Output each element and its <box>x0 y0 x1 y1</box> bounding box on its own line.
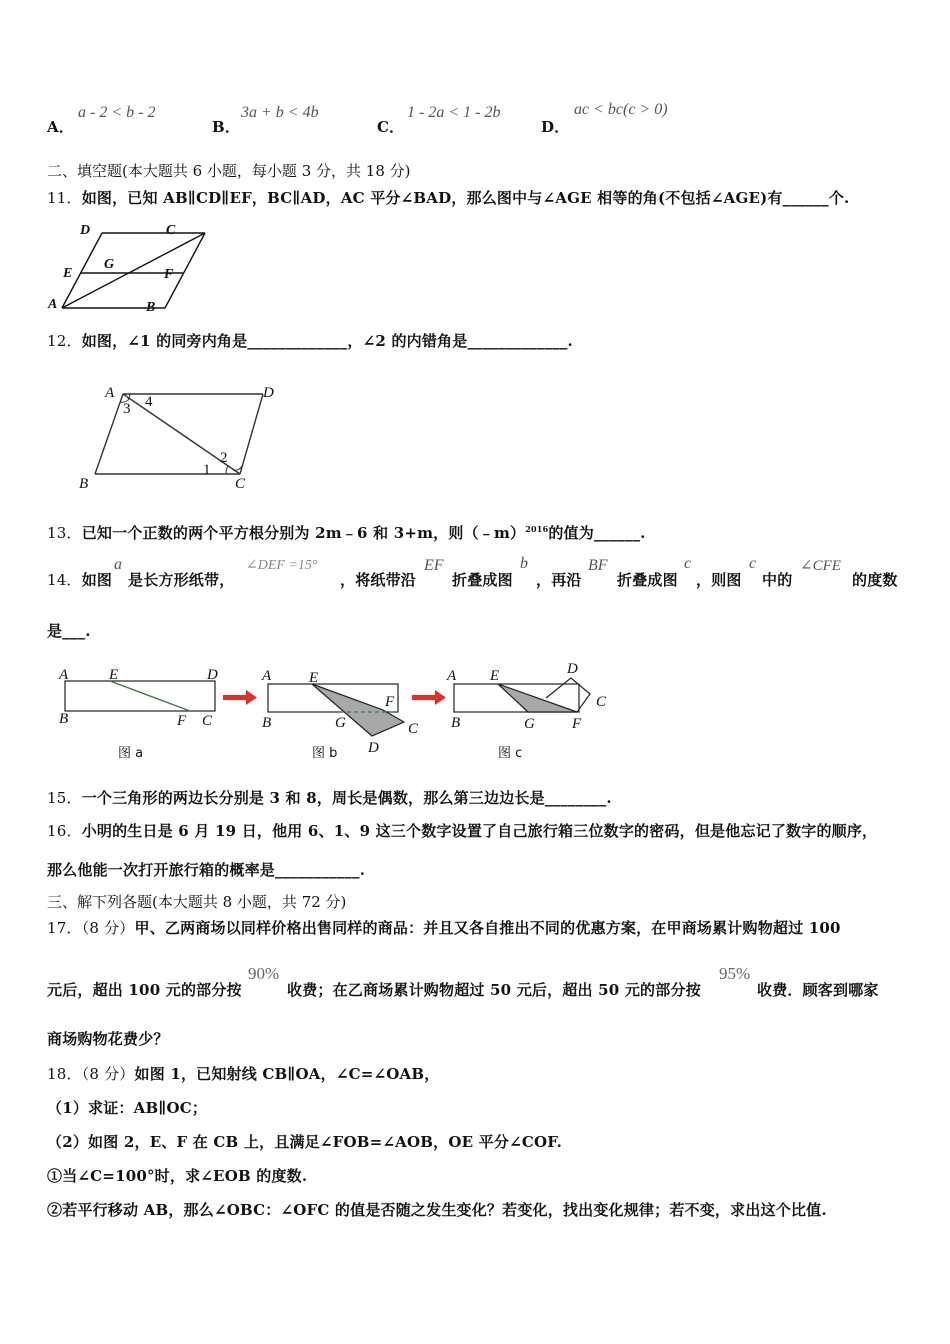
q14a-label-e: E <box>109 667 119 683</box>
q14c-label-d: D <box>567 661 578 677</box>
q18-part-2-1: ①当∠C=100°时，求∠EOB 的度数. <box>47 1167 308 1185</box>
q11-label-f: F <box>164 267 174 282</box>
q12-label-c: C <box>235 476 246 492</box>
q13-text-b: 的值为______. <box>548 524 646 542</box>
q14-number-and-lead <box>47 569 112 590</box>
q14-math-ef: EF <box>424 557 444 574</box>
q14-math-b: b <box>520 555 528 572</box>
q11-label-d: D <box>80 223 91 238</box>
option-d-expr: ac < bc(c > 0) <box>574 101 668 118</box>
q14a-caption: 图 a <box>118 746 144 761</box>
q11-figure <box>40 220 190 315</box>
q14c-label-c: C <box>596 694 607 710</box>
q16-number: 16． <box>47 822 82 840</box>
q13-exponent: 2016 <box>525 524 549 534</box>
q14-figure-c <box>446 661 607 761</box>
q14a-label-f: F <box>177 713 187 729</box>
q16-line-2: 那么他能一次打开旅行箱的概率是___________. <box>47 861 366 879</box>
q14-figure-b <box>261 668 419 761</box>
option-a-expr: a - 2 < b - 2 <box>78 104 156 121</box>
q14-text-3: ，将纸带沿 <box>340 571 417 589</box>
q11-text: 如图，已知 AB∥CD∥EF，BC∥AD，AC 平分∠BAD，那么图中与∠AGE 相等的角(不包括∠AGE)有______个. <box>81 189 850 207</box>
option-c-expr: 1 - 2a < 1 - 2b <box>407 104 501 121</box>
q11-label-c: C <box>166 223 176 238</box>
q17-text-2c: 收费．顾客到哪家 <box>757 981 879 999</box>
q14c-caption: 图 c <box>498 746 523 761</box>
q12-label-b: B <box>79 476 89 492</box>
section-2-title: 二、填空题(本大题共 6 小题，每小题 3 分，共 18 分) <box>47 162 411 180</box>
q17-text-2a: 元后，超出 100 元的部分按 <box>47 981 242 999</box>
q11-label-g: G <box>104 257 115 272</box>
q18-text-1: 如图 1，已知射线 CB∥OA，∠C=∠OAB， <box>134 1065 440 1083</box>
q14b-label-d: D <box>368 740 379 756</box>
q12-angle-4: 4 <box>145 394 153 410</box>
q15 <box>47 787 612 808</box>
q14-text-1: 如图 <box>81 571 113 589</box>
q18-part-2-2: ②若平行移动 AB，那么∠OBC：∠OFC 的值是否随之发生变化？若变化，找出变化规律；若不变，求出这个比值. <box>47 1201 827 1219</box>
q12-label-a: A <box>105 385 115 401</box>
q14b-label-b: B <box>262 715 272 731</box>
q15-text: 一个三角形的两边长分别是 3 和 8，周长是偶数，那么第三边边长是________. <box>81 789 612 807</box>
option-b-expr: 3a + b < 4b <box>241 104 319 121</box>
q14-text-2: 是长方形纸带， <box>128 571 235 589</box>
q12-angle-2: 2 <box>220 450 228 466</box>
q17-percent-90: 90% <box>248 964 280 983</box>
q16-line-1 <box>47 820 877 841</box>
q17-text-1: 甲、乙两商场以同样价格出售同样的商品：并且又各自推出不同的优惠方案，在甲商场累计购物超过 100 <box>134 919 841 937</box>
q14a-label-c: C <box>202 713 213 729</box>
option-b-label: B． <box>212 118 241 136</box>
q14b-caption: 图 b <box>312 746 338 761</box>
q14c-label-e: E <box>490 668 500 684</box>
q14c-label-g: G <box>524 716 535 732</box>
q15-number: 15． <box>47 789 82 807</box>
q14-math-cfe: ∠CFE <box>800 558 841 574</box>
q14-line-2: 是___. <box>47 622 91 640</box>
q11-label-a: A <box>48 297 58 312</box>
q18-part-1: （1）求证：AB∥OC； <box>47 1099 208 1117</box>
q14-math-c: c <box>684 555 692 572</box>
q14a-label-d: D <box>207 667 218 683</box>
section-3-title: 三、解下列各题(本大题共 8 小题，共 72 分) <box>47 893 347 911</box>
q14b-label-g: G <box>335 715 346 731</box>
q18-line-1 <box>47 1063 439 1084</box>
q18-score: （8 分） <box>81 1065 135 1083</box>
q14-text-7: ，则图 <box>696 571 742 589</box>
q13-text-a: 已知一个正数的两个平方根分别为 2m﹣6 和 3+m，则（﹣m） <box>81 524 526 542</box>
q14-text-8: 中的 <box>762 571 793 589</box>
q14b-label-a: A <box>262 668 272 684</box>
q18-part-2: （2）如图 2，E、F 在 CB 上，且满足∠FOB=∠AOB，OE 平分∠COF. <box>47 1133 563 1151</box>
q11-number: 11． <box>47 189 82 207</box>
q17-line-3: 商场购物花费少？ <box>47 1030 169 1048</box>
q14-math-a: a <box>114 556 122 573</box>
q17-text-2b: 收费；在乙商场累计购物超过 50 元后，超出 50 元的部分按 <box>287 981 701 999</box>
q17-line-1 <box>47 917 841 938</box>
q14c-label-a: A <box>447 668 457 684</box>
q14-text-9: 的度数 <box>852 571 898 589</box>
q14-text-6: 折叠成图 <box>617 571 678 589</box>
q14-figure-a <box>58 667 218 761</box>
q14-arrow-1 <box>223 690 257 705</box>
q18-number: 18． <box>47 1065 82 1083</box>
q11-label-b: B <box>146 300 156 315</box>
q12-text: 如图，∠1 的同旁内角是_____________，∠2 的内错角是_____________. <box>81 332 573 350</box>
q11-label-e: E <box>63 266 73 281</box>
q17-number: 17． <box>47 919 82 937</box>
q13-number: 13． <box>47 524 82 542</box>
q12-number: 12． <box>47 332 82 350</box>
q12-angle-3: 3 <box>123 401 131 417</box>
q14-text-4: 折叠成图 <box>452 571 513 589</box>
q14b-label-c: C <box>408 721 419 737</box>
q17-score: （8 分） <box>81 919 135 937</box>
q17-percent-95: 95% <box>719 964 751 983</box>
q14a-label-a: A <box>59 667 69 683</box>
q14a-label-b: B <box>59 711 69 727</box>
q14-number: 14． <box>47 571 82 589</box>
q14c-label-b: B <box>451 715 461 731</box>
q11 <box>47 187 849 208</box>
q14-math-bf: BF <box>588 557 608 574</box>
q12-figure <box>75 380 285 495</box>
q12 <box>47 330 573 351</box>
option-c-label: C． <box>377 118 405 136</box>
q14b-label-e: E <box>309 670 319 686</box>
q14-math-angle-def: ∠DEF =15° <box>246 558 318 573</box>
q14b-label-f: F <box>385 694 395 710</box>
q12-label-d: D <box>263 385 274 401</box>
q12-angle-1: 1 <box>203 462 211 478</box>
q14-arrow-2 <box>412 690 446 705</box>
q16-text-1: 小明的生日是 6 月 19 日，他用 6、1、9 这三个数字设置了自己旅行箱三位数字的密码，但是他忘记了数字的顺序， <box>81 822 878 840</box>
q14-text-5: ，再沿 <box>536 571 582 589</box>
q13 <box>47 522 646 543</box>
q14c-label-f: F <box>572 716 582 732</box>
q14-math-c2: c <box>749 555 757 572</box>
option-a-label: A． <box>47 118 75 136</box>
option-d-label: D． <box>541 118 570 136</box>
q14-figures <box>50 660 630 765</box>
